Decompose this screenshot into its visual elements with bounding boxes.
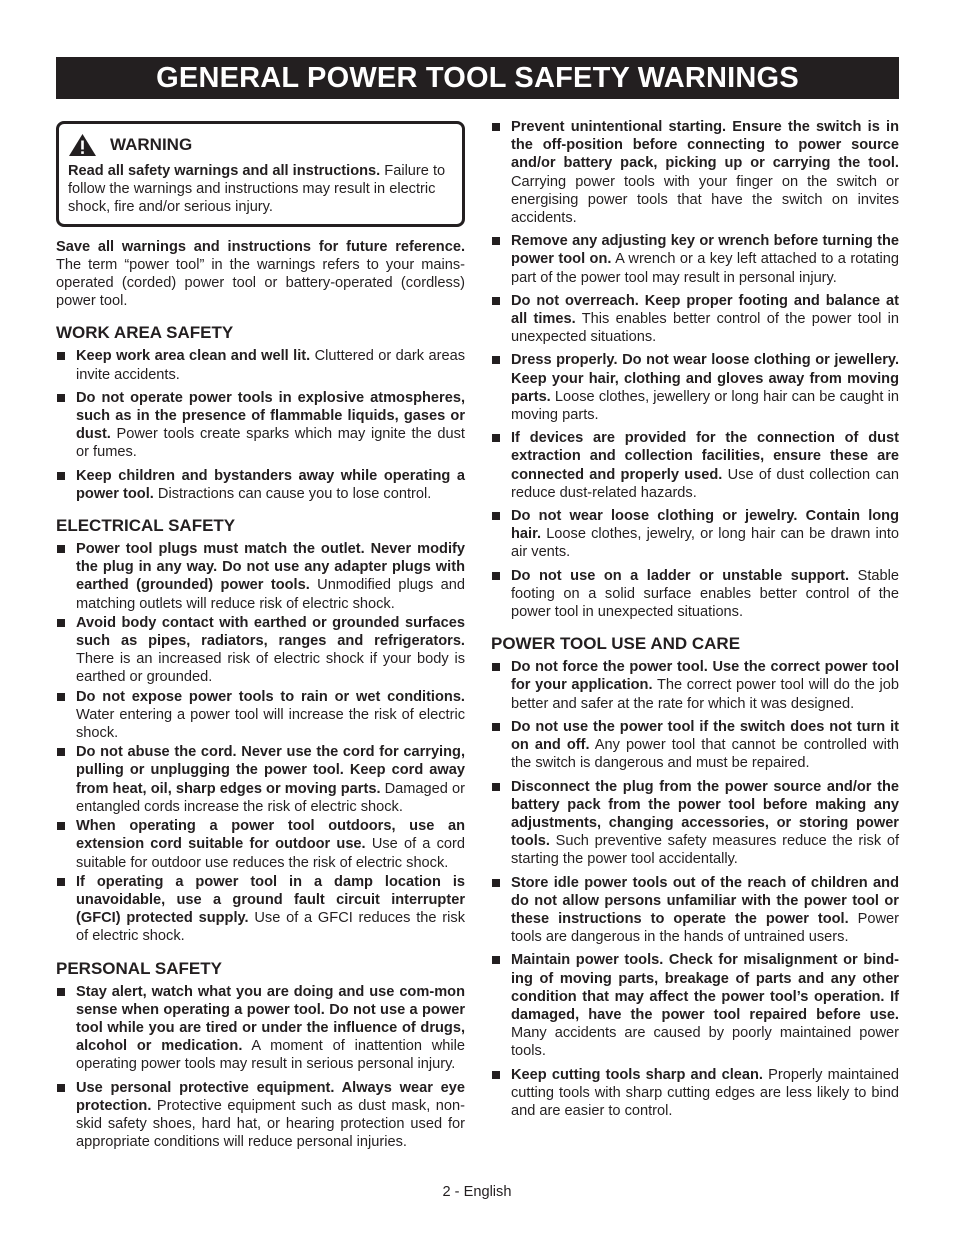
section-heading-use-care: POWER TOOL USE AND CARE bbox=[491, 634, 741, 654]
left-column bbox=[56, 118, 465, 1156]
use-care-list bbox=[491, 658, 899, 1120]
item-bold: Keep work area clean and well lit. bbox=[76, 348, 311, 365]
item-text: Many accidents are caused by poorly maintained power tools. bbox=[511, 1025, 899, 1060]
bullet-icon bbox=[57, 988, 65, 996]
right-column bbox=[491, 118, 899, 1125]
intro-body: The term “power tool” in the warnings refers to your mains-operated (corded) power tool or battery-operated (cordless) power tool. bbox=[56, 256, 465, 310]
bullet-icon bbox=[492, 237, 500, 245]
item-text: There is an increased risk of electric shock if your body is earthed or grounded. bbox=[76, 651, 465, 686]
bullet-icon bbox=[57, 545, 65, 553]
list-item bbox=[491, 232, 899, 287]
bullet-icon bbox=[57, 878, 65, 886]
item-bold: Avoid body contact with earthed or grounded surfaces such as pipes, radiators, ranges and refrigerators. bbox=[76, 614, 465, 650]
item-text: Power tools are dangerous in the hands of untrained users. bbox=[511, 910, 899, 946]
item-text: Use of a GFCI reduces the risk of electric shock. bbox=[76, 910, 465, 945]
warning-triangle-icon bbox=[68, 133, 97, 157]
item-bold: Stay alert, watch what you are doing and use com-mon sense when operating a power tool. Do not use a power tool while you are tired or under the influence of drugs, alcohol or medication. bbox=[76, 983, 465, 1055]
intro-bold: Save all warnings and instructions for future reference. bbox=[56, 238, 465, 255]
work-area-list bbox=[56, 347, 465, 503]
section-heading-electrical: ELECTRICAL SAFETY bbox=[56, 516, 236, 536]
list-item bbox=[56, 873, 465, 946]
bullet-icon bbox=[57, 822, 65, 830]
item-text: Properly maintained cutting tools with sharp cutting edges are less likely to bind and are easier to control. bbox=[511, 1066, 900, 1119]
bullet-icon bbox=[492, 663, 500, 671]
bullet-icon bbox=[57, 352, 65, 360]
item-bold: Do not operate power tools in explosive atmospheres, such as in the presence of flammable liquids, gases or dust. bbox=[76, 389, 465, 443]
bullet-icon bbox=[492, 572, 500, 580]
intro-paragraph bbox=[56, 238, 465, 311]
list-item bbox=[56, 743, 465, 816]
list-item bbox=[56, 614, 465, 687]
bullet-icon bbox=[492, 956, 500, 964]
list-item bbox=[491, 351, 899, 424]
item-text: Stable footing on a solid surface enables better control of the power tool in unexpected situations. bbox=[511, 567, 899, 621]
item-text: A wrench or a key left attached to a rotating part of the power tool may result in personal injury. bbox=[511, 251, 900, 286]
list-item bbox=[491, 718, 899, 773]
page-footer: 2 - English bbox=[442, 1184, 512, 1200]
warning-title: WARNING bbox=[110, 134, 193, 154]
item-bold: Do not wear loose clothing or jewelry. Contain long hair. bbox=[511, 508, 899, 543]
item-bold: If operating a power tool in a damp location is unavoidable, use a ground fault circuit interrupter (GFCI) protected supply. bbox=[76, 873, 465, 927]
item-text: Distractions can cause you to lose control. bbox=[157, 485, 432, 502]
bullet-icon bbox=[492, 356, 500, 364]
personal-list-right bbox=[491, 118, 899, 621]
list-item bbox=[56, 540, 465, 613]
item-bold: Do not expose power tools to rain or wet conditions. bbox=[76, 688, 465, 705]
electrical-list bbox=[56, 540, 465, 945]
list-item bbox=[56, 389, 465, 462]
bullet-icon bbox=[57, 693, 65, 701]
bullet-icon bbox=[57, 619, 65, 627]
bullet-icon bbox=[492, 434, 500, 442]
item-text: The correct power tool will do the job better and safer at the rate for which it was designed. bbox=[511, 677, 899, 712]
bullet-icon bbox=[492, 783, 500, 791]
item-bold: When operating a power tool outdoors, use an extension cord suitable for outdoor use. bbox=[76, 818, 465, 853]
bullet-icon bbox=[57, 394, 65, 402]
list-item bbox=[56, 983, 465, 1074]
item-text: A moment of inattention while operating power tools may result in serious personal injury. bbox=[76, 1038, 465, 1073]
list-item bbox=[491, 118, 899, 227]
bullet-icon bbox=[492, 1071, 500, 1079]
item-bold: Dress properly. Do not wear loose clothing or jewellery. Keep your hair, clothing and gloves away from moving parts. bbox=[511, 352, 899, 405]
item-text: Any power tool that cannot be controlled with the switch is dangerous and must be repaired. bbox=[511, 737, 900, 772]
item-bold: Keep cutting tools sharp and clean. bbox=[511, 1066, 763, 1083]
item-bold: Do not overreach. Keep proper footing and balance at all times. bbox=[511, 292, 899, 328]
item-bold: Remove any adjusting key or wrench before turning the power tool on. bbox=[511, 233, 899, 268]
item-text: Water entering a power tool will increase the risk of electric shock. bbox=[76, 706, 465, 742]
item-text: Protective equipment such as dust mask, non-skid safety shoes, hard hat, or hearing protection used for appropriate conditions will reduce personal injuries. bbox=[76, 1097, 465, 1151]
item-text: Damaged or entangled cords increase the risk of electric shock. bbox=[76, 780, 465, 815]
item-bold: Do not abuse the cord. Never use the cord for carrying, pulling or unplugging the power tool. Keep cord away from heat, oil, sharp edges or moving parts. bbox=[76, 744, 465, 797]
item-bold: Use personal protective equipment. Always wear eye protection. bbox=[76, 1079, 465, 1114]
list-item bbox=[491, 874, 899, 947]
list-item bbox=[491, 1066, 899, 1121]
list-item bbox=[491, 507, 899, 562]
item-text: Cluttered or dark areas invite accidents. bbox=[76, 348, 466, 383]
warning-box bbox=[56, 121, 465, 227]
list-item bbox=[491, 658, 899, 713]
warning-text bbox=[68, 162, 454, 217]
item-text: Loose clothes, jewellery or long hair can be caught in moving parts. bbox=[511, 388, 899, 424]
item-bold: Power tool plugs must match the outlet. Never modify the plug in any way. Do not use any adapter plugs with earthed (grounded) power tools. bbox=[76, 541, 465, 594]
section-heading-work-area: WORK AREA SAFETY bbox=[56, 323, 234, 343]
list-item bbox=[56, 467, 465, 503]
item-bold: Store idle power tools out of the reach of children and do not allow persons unfamiliar with the power tool or these instructions to operate the power tool. bbox=[511, 874, 899, 927]
list-item bbox=[491, 429, 899, 502]
bullet-icon bbox=[492, 879, 500, 887]
item-text: Such preventive safety measures reduce the risk of starting the power tool accidentally. bbox=[511, 833, 899, 868]
page-title: GENERAL POWER TOOL SAFETY WARNINGS bbox=[56, 57, 899, 99]
bullet-icon bbox=[492, 723, 500, 731]
item-text: Carrying power tools with your finger on the switch or energising power tools that have the switch on invites accidents. bbox=[511, 173, 899, 227]
item-text: Loose clothes, jewelry, or long hair can be drawn into air vents. bbox=[511, 526, 900, 561]
item-bold: Do not use on a ladder or unstable support. bbox=[511, 567, 850, 584]
item-text: Unmodified plugs and matching outlets will reduce risk of electric shock. bbox=[76, 577, 465, 612]
item-bold: If devices are provided for the connection of dust extraction and collection facilities, ensure these are connected and properly used. bbox=[511, 430, 899, 483]
personal-list-left bbox=[56, 983, 465, 1152]
bullet-icon bbox=[57, 748, 65, 756]
item-bold: Keep children and bystanders away while operating a power tool. bbox=[76, 467, 465, 502]
list-item bbox=[56, 1079, 465, 1152]
item-text: Use of dust collection can reduce dust-related hazards. bbox=[511, 466, 899, 501]
bullet-icon bbox=[492, 512, 500, 520]
list-item bbox=[56, 347, 465, 383]
list-item bbox=[491, 778, 899, 869]
section-heading-personal: PERSONAL SAFETY bbox=[56, 958, 222, 978]
list-item bbox=[491, 567, 899, 622]
item-bold: Disconnect the plug from the power source and/or the battery pack from the power tool before making any adjustments, changing accessories, or storing power tools. bbox=[511, 778, 899, 850]
list-item bbox=[56, 688, 465, 743]
list-item bbox=[491, 292, 899, 347]
warning-body: Failure to follow the warnings and instructions may result in electric shock, fire and/or serious injury. bbox=[68, 163, 446, 216]
item-bold: Maintain power tools. Check for misalignment or bind-ing of moving parts, breakage of parts and any other condition that may affect the power tool’s operation. If damaged, have the power tool repaired before use. bbox=[511, 952, 899, 1023]
bullet-icon bbox=[57, 1084, 65, 1092]
item-text: Use of a cord suitable for outdoor use reduces the risk of electric shock. bbox=[76, 836, 466, 871]
item-text: This enables better control of the power tool in unexpected situations. bbox=[511, 311, 899, 346]
item-bold: Do not use the power tool if the switch does not turn it on and off. bbox=[511, 718, 899, 754]
warning-bold: Read all safety warnings and all instructions. bbox=[68, 163, 381, 179]
list-item bbox=[56, 817, 465, 872]
item-text: Power tools create sparks which may ignite the dust or fumes. bbox=[76, 426, 465, 461]
bullet-icon bbox=[492, 297, 500, 305]
bullet-icon bbox=[492, 123, 500, 131]
list-item bbox=[491, 951, 899, 1060]
item-bold: Prevent unintentional starting. Ensure the switch is in the off-position before connecting to power source and/or battery pack, picking up or carrying the tool. bbox=[511, 119, 899, 172]
bullet-icon bbox=[57, 472, 65, 480]
warning-header bbox=[68, 133, 454, 157]
item-bold: Do not force the power tool. Use the correct power tool for your application. bbox=[511, 659, 899, 694]
